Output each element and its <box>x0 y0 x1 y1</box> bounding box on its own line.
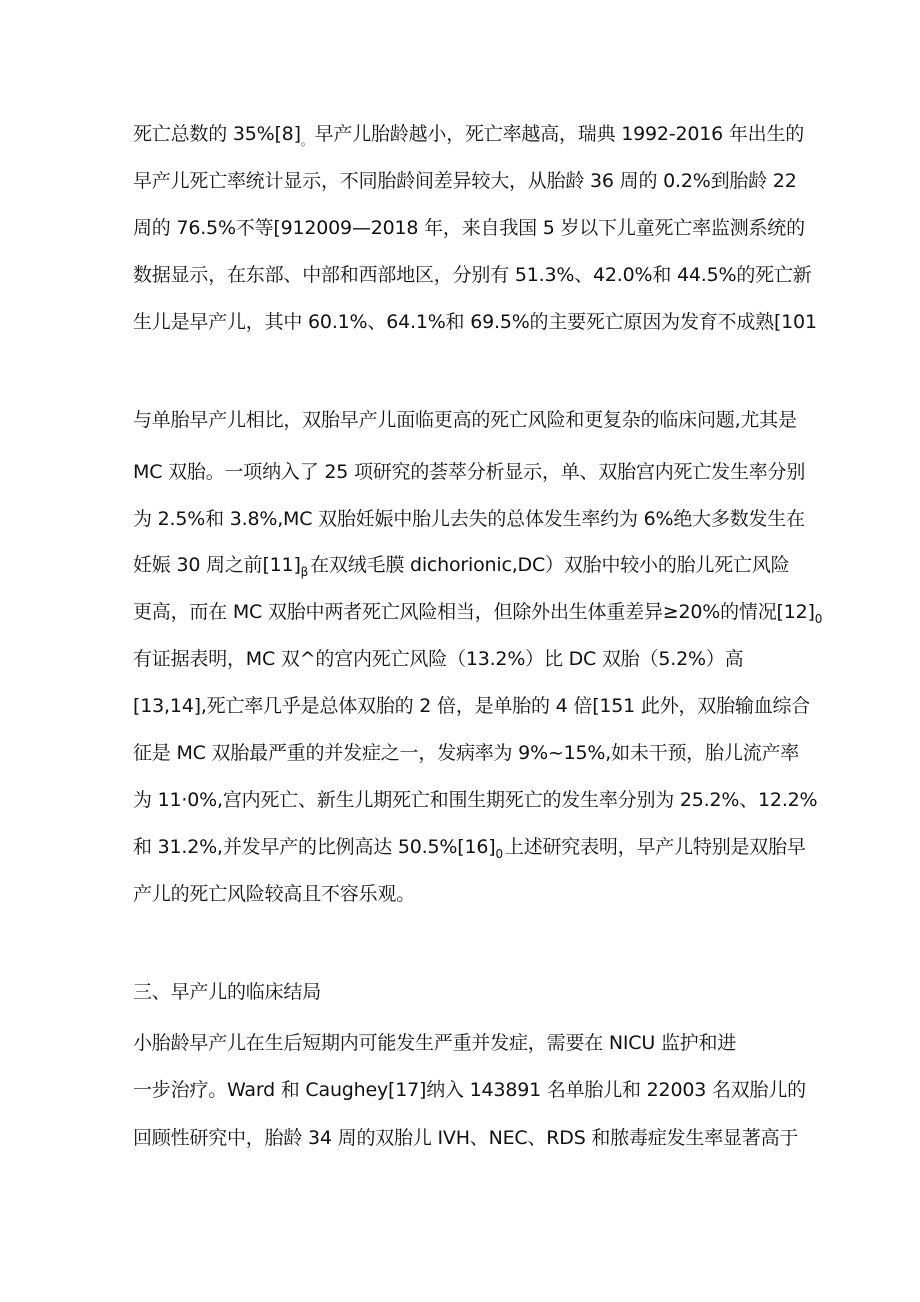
paragraph-2-line-11: 产儿的死亡风险较高且不容乐观。 <box>133 883 416 905</box>
punctuation-mark: 。 <box>300 134 313 148</box>
subscript-mark: β <box>300 565 309 579</box>
paragraph-2-line-4 <box>133 551 813 581</box>
paragraph-2-line-2: MC 双胎。一项纳入了 25 项研究的荟萃分析显示，单、双胎宫内死亡发生率分别 <box>133 461 806 483</box>
section-heading: 三、早产儿的临床结局 <box>133 981 322 1003</box>
paragraph-1-line-3: 周的 76.5%不等[912009—2018 年，来自我国 5 岁以下儿童死亡率监测系统的 <box>133 217 805 239</box>
paragraph-1-line-4: 数据显示，在东部、中部和西部地区，分别有 51.3%、42.0%和 44.5%的死亡新 <box>133 264 812 286</box>
paragraph-2-line-10 <box>133 833 813 863</box>
subscript-mark: 0 <box>495 847 503 861</box>
text-span: 妊娠 30 周之前[11] <box>133 554 301 576</box>
paragraph-2-line-3: 为 2.5%和 3.8%,MC 双胎妊娠中胎儿去失的总体发生率约为 6%绝大多数发生在 <box>133 508 805 530</box>
text-span: 死亡总数的 35%[8] <box>133 123 301 145</box>
text-span: 上述研究表明，早产儿特别是双胎早 <box>504 836 806 858</box>
paragraph-2-line-7: [13,14],死亡率几乎是总体双胎的 2 倍，是单胎的 4 倍[151 此外，双胎输血综合 <box>133 695 811 717</box>
paragraph-2-line-8: 征是 MC 双胎最严重的并发症之一，发病率为 9%~15%,如未干预，胎儿流产率 <box>133 742 800 764</box>
subscript-mark: 0 <box>814 612 823 626</box>
text-span: 在双绒毛膜 dichorionic,DC）双胎中较小的胎儿死亡风险 <box>310 554 790 576</box>
text-span: 和 31.2%,并发早产的比例高达 50.5%[16] <box>133 836 496 858</box>
text-span: 更高，而在 MC 双胎中两者死亡风险相当，但除外出生体重差异≥20%的情况[12] <box>133 601 815 623</box>
paragraph-1-line-5: 生儿是早产儿，其中 60.1%、64.1%和 69.5%的主要死亡原因为发育不成熟[101 <box>133 311 817 333</box>
paragraph-2-line-6: 有证据表明，MC 双^的宫内死亡风险（13.2%）比 DC 双胎（5.2%）高 <box>133 648 744 670</box>
text-span: 早产儿胎龄越小，死亡率越高，瑞典 1992-2016 年出生的 <box>314 123 805 145</box>
paragraph-3-line-3: 回顾性研究中，胎龄 34 周的双胎儿 IVH、NEC、RDS 和脓毒症发生率显著高于 <box>133 1127 799 1149</box>
paragraph-3-line-1: 小胎龄早产儿在生后短期内可能发生严重并发症，需要在 NICU 监护和进 <box>133 1032 737 1054</box>
paragraph-2-line-9: 为 11·0%,宫内死亡、新生儿期死亡和围生期死亡的发生率分别为 25.2%、12.2% <box>133 789 818 811</box>
paragraph-1-line-2: 早产儿死亡率统计显示，不同胎龄间差异较大，从胎龄 36 周的 0.2%到胎龄 22 <box>133 170 797 192</box>
paragraph-1-line-1 <box>133 120 813 150</box>
paragraph-3-line-2: 一步治疗。Ward 和 Caughey[17]纳入 143891 名单胎儿和 22003 名双胎儿的 <box>133 1079 806 1101</box>
paragraph-2-line-1: 与单胎早产儿相比，双胎早产儿面临更高的死亡风险和更复杂的临床问题,尤其是 <box>133 409 797 431</box>
paragraph-2-line-5 <box>133 598 823 628</box>
